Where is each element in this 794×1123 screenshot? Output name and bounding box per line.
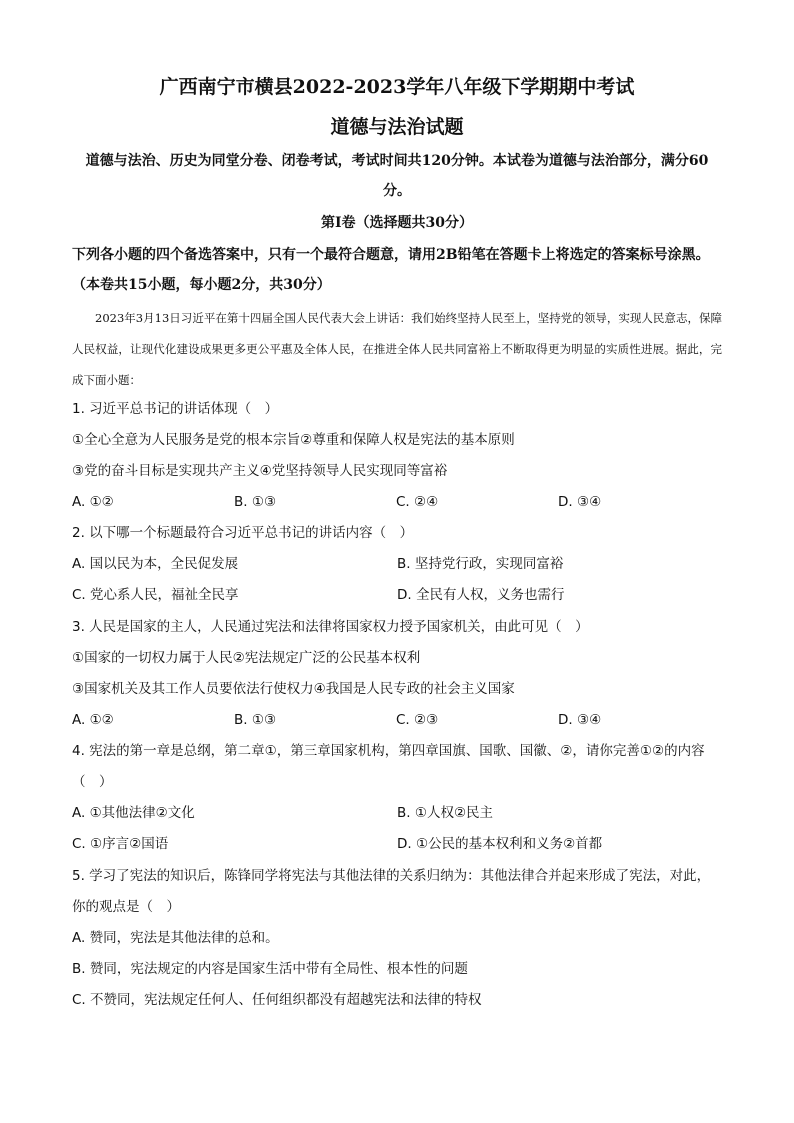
option-row <box>72 829 722 860</box>
question-item: ③党的奋斗目标是实现共产主义④党坚持领导人民实现同等富裕 <box>72 463 448 479</box>
option-c[interactable]: C. ①序言②国语 <box>72 836 169 852</box>
option-a[interactable]: A. 赞同，宪法是其他法律的总和。 <box>72 930 279 946</box>
question-item: ①全心全意为人民服务是党的根本宗旨②尊重和保障人权是宪法的基本原则 <box>72 432 515 448</box>
option-row <box>72 549 722 580</box>
option-c[interactable]: C. ②③ <box>396 712 439 728</box>
exam-subtitle: 道德与法治试题 <box>330 116 464 138</box>
option-b[interactable]: B. ①人权②民主 <box>397 805 494 821</box>
question-3 <box>72 612 722 736</box>
option-b[interactable]: B. 坚持党行政，实现同富裕 <box>397 556 564 572</box>
option-a[interactable]: A. ①② <box>72 712 114 728</box>
question-2 <box>72 518 722 611</box>
exam-title: 广西南宁市横县2022-2023学年八年级下学期期中考试 <box>159 76 635 98</box>
option-row <box>72 487 722 518</box>
exam-intro: 道德与法治、历史为同堂分卷、闭卷考试，考试时间共120分钟。本试卷为道德与法治部分，满分60分。 <box>85 153 709 199</box>
reading-material: 2023年3月13日习近平在第十四届全国人民代表大会上讲话：我们始终坚持人民至上，坚持党的领导，实现人民意志，保障人民权益，让现代化建设成果更多更公平惠及全体人民，在推进全体人民共同富裕上不断取得更为明显的实质性进展。据此，完成下面小题： <box>72 311 722 387</box>
question-stem: 5. 学习了宪法的知识后，陈锋同学将宪法与其他法律的关系归纳为：其他法律合并起来形成了宪法，对此，你的观点是（ ） <box>72 868 711 915</box>
question-stem: 3. 人民是国家的主人，人民通过宪法和法律将国家权力授予国家机关，由此可见（ ） <box>72 619 589 635</box>
question-1 <box>72 394 722 518</box>
option-row <box>72 798 722 829</box>
section-instruction: 下列各小题的四个备选答案中，只有一个最符合题意，请用2B铅笔在答题卡上将选定的答案标号涂黑。（本卷共15小题，每小题2分，共30分） <box>72 247 710 293</box>
option-row <box>72 705 722 736</box>
option-b[interactable]: B. ①③ <box>234 712 277 728</box>
question-item: ③国家机关及其工作人员要依法行使权力④我国是人民专政的社会主义国家 <box>72 681 515 697</box>
option-a[interactable]: A. 国以民为本，全民促发展 <box>72 556 239 572</box>
section-title: 第Ⅰ卷（选择题共30分） <box>320 215 474 231</box>
option-b[interactable]: B. ①③ <box>234 494 277 510</box>
option-row <box>72 580 722 611</box>
option-c[interactable]: C. 不赞同，宪法规定任何人、任何组织都没有超越宪法和法律的特权 <box>72 992 482 1008</box>
option-c[interactable]: C. ②④ <box>396 494 439 510</box>
option-d[interactable]: D. ①公民的基本权利和义务②首都 <box>397 836 603 852</box>
question-stem: 4. 宪法的第一章是总纲，第二章①，第三章国家机构，第四章国旗、国歌、国徽、②，请你完善①②的内容（ ） <box>72 743 705 790</box>
option-d[interactable]: D. ③④ <box>558 494 602 510</box>
question-stem: 1. 习近平总书记的讲话体现（ ） <box>72 401 279 417</box>
option-c[interactable]: C. 党心系人民，福祉全民享 <box>72 587 239 603</box>
option-d[interactable]: D. ③④ <box>558 712 602 728</box>
question-stem: 2. 以下哪一个标题最符合习近平总书记的讲话内容（ ） <box>72 525 414 541</box>
option-a[interactable]: A. ①其他法律②文化 <box>72 805 195 821</box>
option-d[interactable]: D. 全民有人权，义务也需行 <box>397 587 565 603</box>
option-a[interactable]: A. ①② <box>72 494 114 510</box>
question-5 <box>72 861 722 1016</box>
question-4 <box>72 736 722 860</box>
option-b[interactable]: B. 赞同，宪法规定的内容是国家生活中带有全局性、根本性的问题 <box>72 961 468 977</box>
question-item: ①国家的一切权力属于人民②宪法规定广泛的公民基本权利 <box>72 650 421 666</box>
